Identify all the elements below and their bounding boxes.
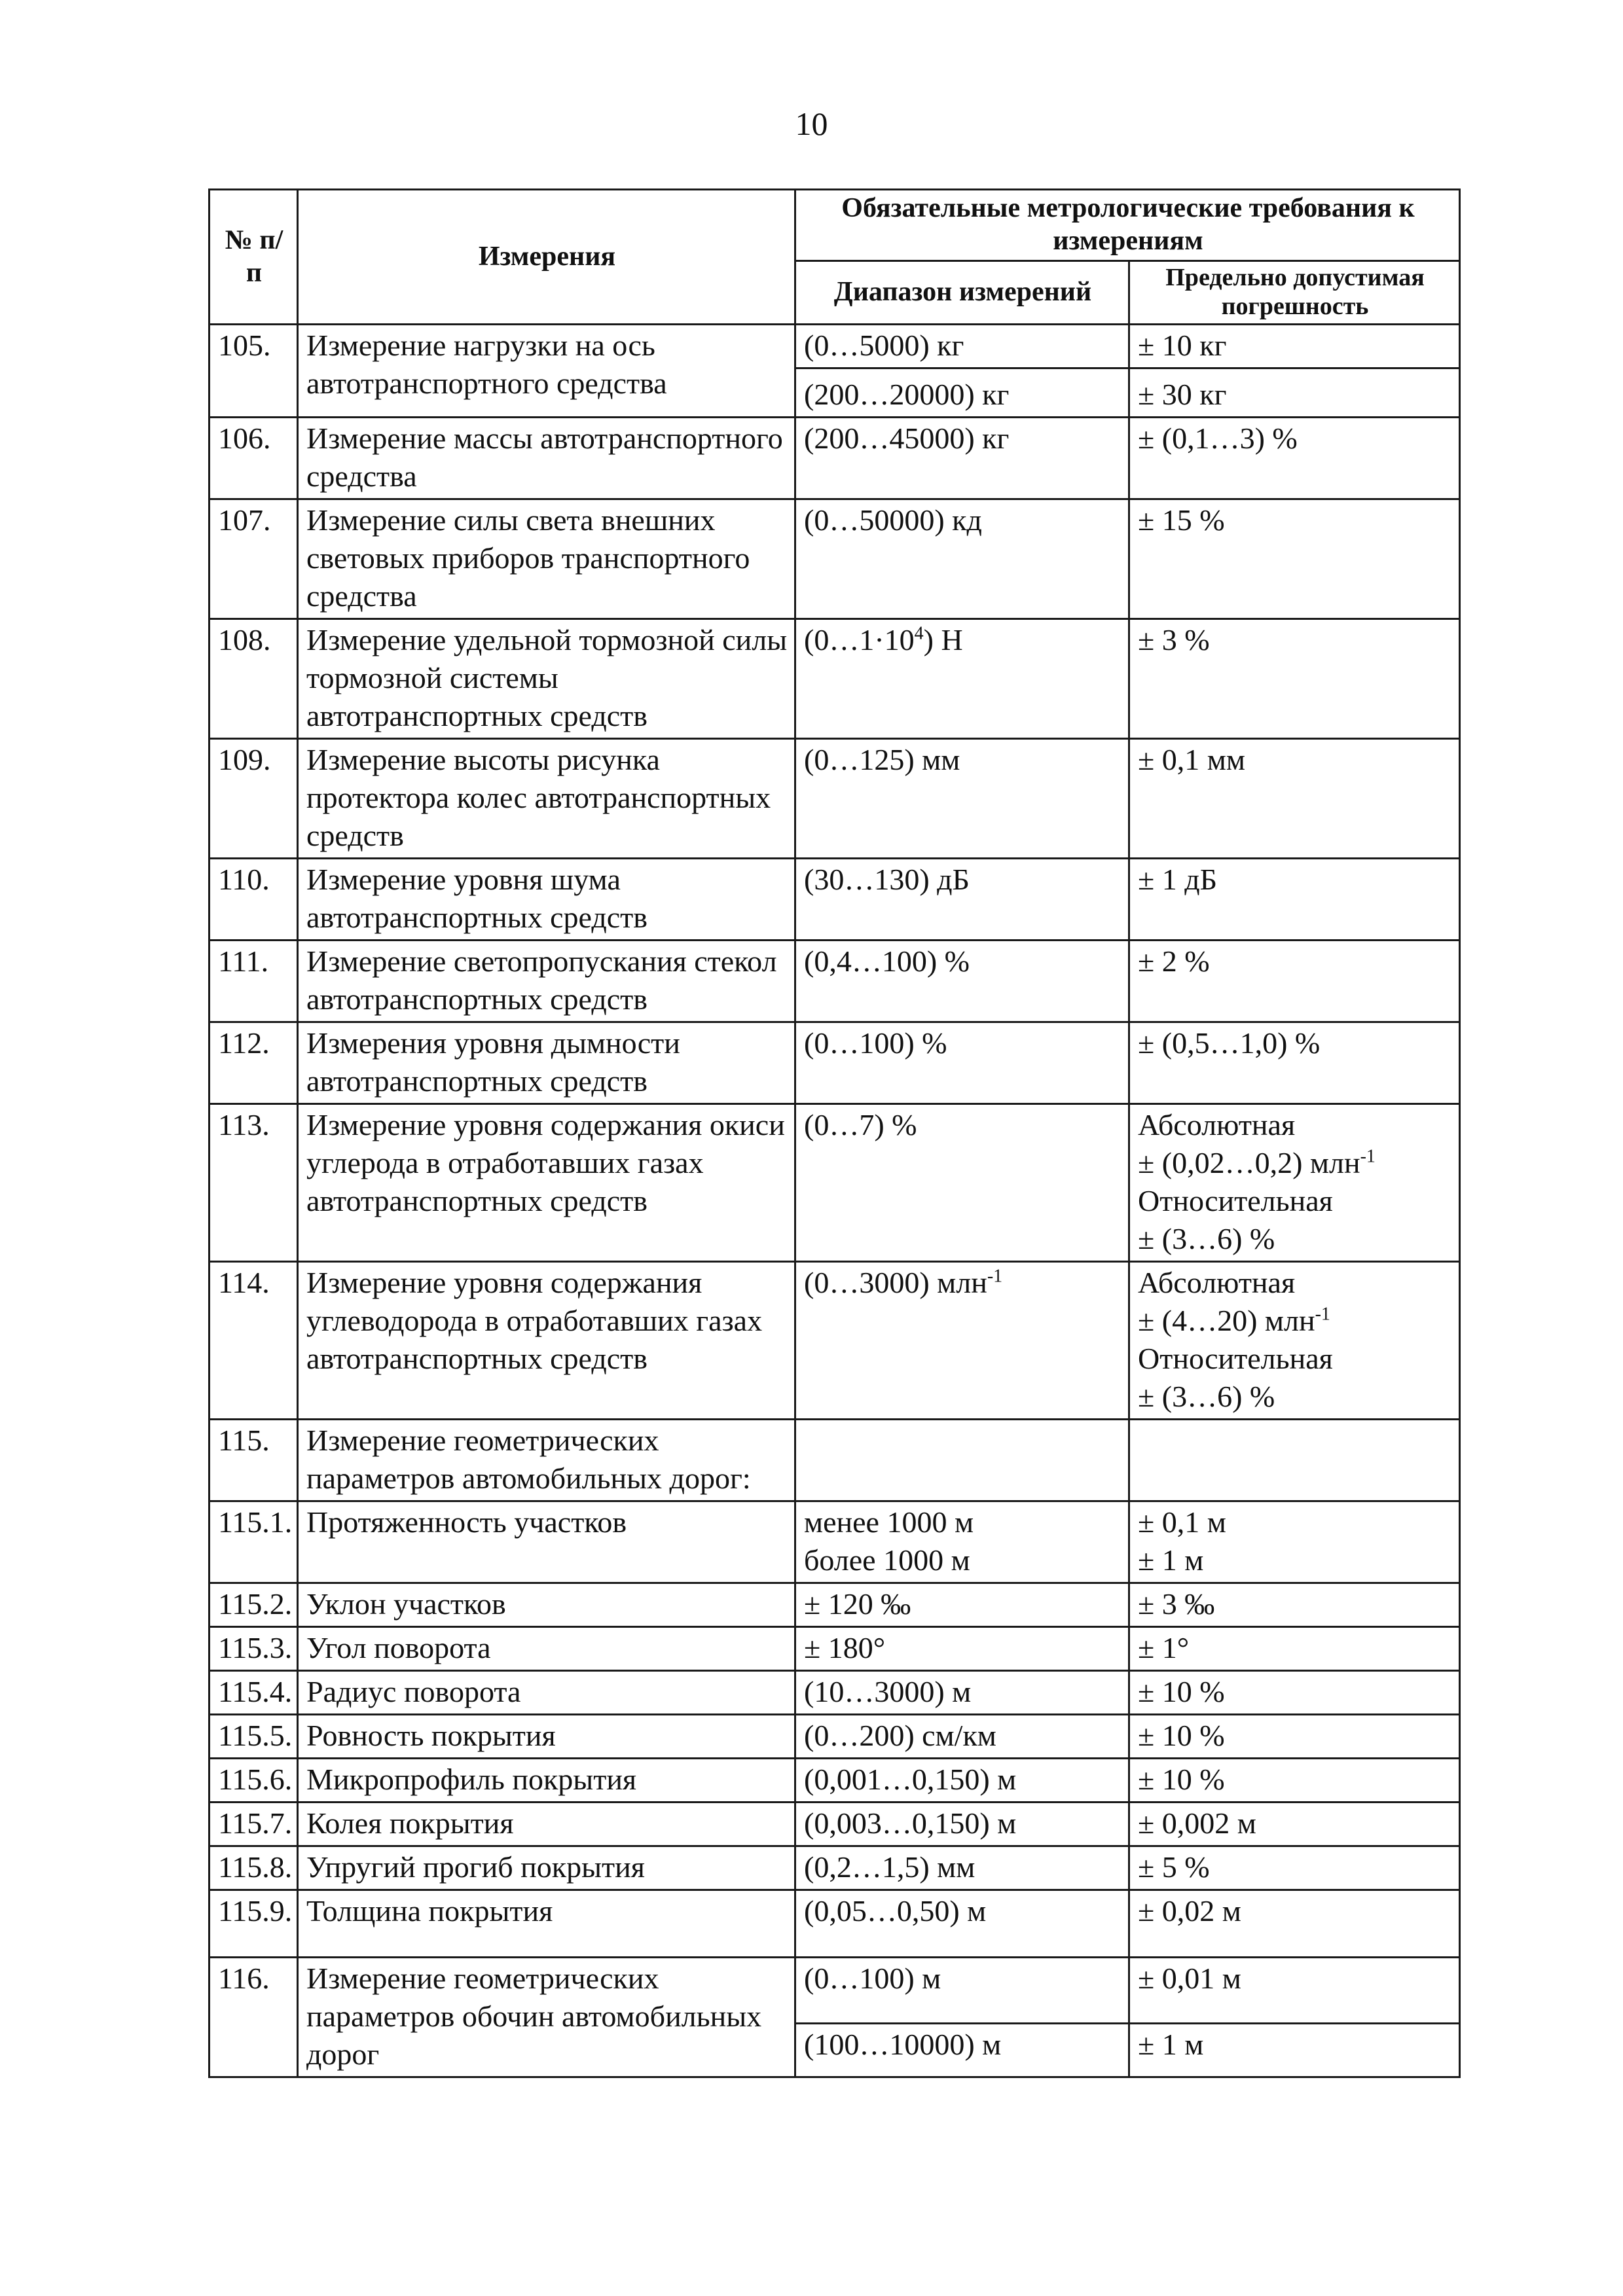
error-absolute-text: ± (0,02…0,2) млн xyxy=(1138,1146,1360,1179)
row-number: 115.7. xyxy=(210,1803,298,1846)
row-number: 112. xyxy=(210,1022,298,1104)
col-header-range: Диапазон измерений xyxy=(795,261,1129,325)
error-cell: ± 5 % xyxy=(1129,1846,1460,1890)
col-header-num: № п/п xyxy=(210,190,298,325)
table-row xyxy=(210,1262,1460,1420)
measurement-name: Толщина покрытия xyxy=(298,1890,795,1958)
row-number: 116. xyxy=(210,1958,298,2077)
measurement-name: Измерение геометрических параметров автомобильных дорог: xyxy=(298,1420,795,1501)
range-cell: (0…7) % xyxy=(795,1104,1129,1262)
measurement-name: Радиус поворота xyxy=(298,1671,795,1715)
table-row xyxy=(210,619,1460,739)
error-absolute-value xyxy=(1138,1302,1452,1340)
requirements-table xyxy=(208,188,1461,2078)
error-absolute-text: ± (4…20) млн xyxy=(1138,1304,1315,1337)
error-cell: ± 2 % xyxy=(1129,941,1460,1022)
error-cell: ± 3 ‰ xyxy=(1129,1583,1460,1627)
table-row xyxy=(210,325,1460,368)
table-row xyxy=(210,1022,1460,1104)
error-absolute-label: Абсолютная xyxy=(1138,1266,1296,1299)
col-header-measurements: Измерения xyxy=(298,190,795,325)
measurement-name: Измерение геометрических параметров обочин автомобильных дорог xyxy=(298,1958,795,2077)
measurement-name: Измерение светопропускания стекол автотранспортных средств xyxy=(298,941,795,1022)
error-absolute-label: Абсолютная xyxy=(1138,1108,1296,1141)
row-number: 111. xyxy=(210,941,298,1022)
row-number: 109. xyxy=(210,739,298,859)
range-cell: (100…10000) м xyxy=(795,2024,1129,2077)
range-unit: ) Н xyxy=(923,623,963,656)
error-cell: ± 30 кг xyxy=(1129,368,1460,418)
row-number: 115.5. xyxy=(210,1715,298,1759)
range-line: менее 1000 м xyxy=(804,1505,974,1539)
measurement-name: Измерение нагрузки на ось автотранспортного средства xyxy=(298,325,795,418)
range-cell: (0,05…0,50) м xyxy=(795,1890,1129,1958)
row-number: 115.1. xyxy=(210,1501,298,1583)
unit-exponent: -1 xyxy=(1315,1304,1330,1325)
error-cell: ± 10 % xyxy=(1129,1759,1460,1803)
table-row xyxy=(210,1846,1460,1890)
row-number: 114. xyxy=(210,1262,298,1420)
row-number: 115.6. xyxy=(210,1759,298,1803)
error-relative-value: ± (3…6) % xyxy=(1138,1380,1275,1413)
table-row xyxy=(210,1420,1460,1501)
table-row xyxy=(210,499,1460,619)
measurement-name: Измерение удельной тормозной силы тормозной системы автотранспортных средств xyxy=(298,619,795,739)
table-row xyxy=(210,859,1460,941)
unit-exponent: -1 xyxy=(1360,1146,1376,1167)
error-cell xyxy=(1129,1262,1460,1420)
error-cell: ± 1 дБ xyxy=(1129,859,1460,941)
table-row xyxy=(210,1958,1460,2024)
measurement-name: Измерение уровня содержания окиси углерода в отработавших газах автотранспортных средств xyxy=(298,1104,795,1262)
measurement-name: Протяженность участков xyxy=(298,1501,795,1583)
row-number: 115.9. xyxy=(210,1890,298,1958)
row-number: 105. xyxy=(210,325,298,418)
row-number: 113. xyxy=(210,1104,298,1262)
range-cell: (0,001…0,150) м xyxy=(795,1759,1129,1803)
measurement-name: Измерения уровня дымности автотранспортных средств xyxy=(298,1022,795,1104)
measurement-name: Уклон участков xyxy=(298,1583,795,1627)
measurement-name: Колея покрытия xyxy=(298,1803,795,1846)
error-cell: ± 10 % xyxy=(1129,1671,1460,1715)
table-row xyxy=(210,941,1460,1022)
table-row xyxy=(210,1583,1460,1627)
table-row xyxy=(210,1715,1460,1759)
range-text: (0…3000) млн xyxy=(804,1266,987,1299)
row-number: 115.2. xyxy=(210,1583,298,1627)
range-cell: (0…5000) кг xyxy=(795,325,1129,368)
range-cell xyxy=(795,1262,1129,1420)
error-absolute-value xyxy=(1138,1144,1452,1182)
row-number: 106. xyxy=(210,418,298,499)
range-cell: ± 120 ‰ xyxy=(795,1583,1129,1627)
range-cell: (200…45000) кг xyxy=(795,418,1129,499)
row-number: 110. xyxy=(210,859,298,941)
range-cell: (0,4…100) % xyxy=(795,941,1129,1022)
measurement-name: Угол поворота xyxy=(298,1627,795,1671)
measurement-name: Измерение уровня содержания углеводорода в отработавших газах автотранспортных средств xyxy=(298,1262,795,1420)
error-line: ± 1 м xyxy=(1138,1543,1204,1577)
table-row xyxy=(210,1803,1460,1846)
row-number: 115.4. xyxy=(210,1671,298,1715)
table-row xyxy=(210,1501,1460,1583)
measurement-name: Микропрофиль покрытия xyxy=(298,1759,795,1803)
range-cell xyxy=(795,1501,1129,1583)
error-cell: ± 1 м xyxy=(1129,2024,1460,2077)
range-text: (0…1·10 xyxy=(804,623,915,656)
page-number: 10 xyxy=(795,105,828,142)
error-cell: ± (0,1…3) % xyxy=(1129,418,1460,499)
range-cell: (10…3000) м xyxy=(795,1671,1129,1715)
range-cell: (0,2…1,5) мм xyxy=(795,1846,1129,1890)
col-header-requirements: Обязательные метрологические требования к измерениям xyxy=(795,190,1460,261)
table-header-row xyxy=(210,190,1460,261)
range-cell: (0…200) см/км xyxy=(795,1715,1129,1759)
range-cell: (30…130) дБ xyxy=(795,859,1129,941)
error-cell xyxy=(1129,1104,1460,1262)
error-cell: ± (0,5…1,0) % xyxy=(1129,1022,1460,1104)
range-cell xyxy=(795,619,1129,739)
col-header-error: Предельно допустимая погрешность xyxy=(1129,261,1460,325)
range-cell: ± 180° xyxy=(795,1627,1129,1671)
error-cell: ± 15 % xyxy=(1129,499,1460,619)
range-cell: (0…50000) кд xyxy=(795,499,1129,619)
range-exponent: 4 xyxy=(914,623,924,644)
error-cell xyxy=(1129,1420,1460,1501)
row-number: 115. xyxy=(210,1420,298,1501)
row-number: 115.8. xyxy=(210,1846,298,1890)
measurement-name: Измерение силы света внешних световых приборов транспортного средства xyxy=(298,499,795,619)
row-number: 108. xyxy=(210,619,298,739)
error-cell: ± 10 кг xyxy=(1129,325,1460,368)
measurement-name: Измерение уровня шума автотранспортных средств xyxy=(298,859,795,941)
measurement-name: Упругий прогиб покрытия xyxy=(298,1846,795,1890)
error-cell: ± 0,002 м xyxy=(1129,1803,1460,1846)
table-row xyxy=(210,1890,1460,1958)
error-cell: ± 0,02 м xyxy=(1129,1890,1460,1958)
table-row xyxy=(210,1627,1460,1671)
error-relative-label: Относительная xyxy=(1138,1184,1333,1217)
error-line: ± 0,1 м xyxy=(1138,1505,1226,1539)
row-number: 115.3. xyxy=(210,1627,298,1671)
range-cell: (0…100) % xyxy=(795,1022,1129,1104)
range-cell: (0…125) мм xyxy=(795,739,1129,859)
range-cell: (200…20000) кг xyxy=(795,368,1129,418)
row-number: 107. xyxy=(210,499,298,619)
range-cell: (0…100) м xyxy=(795,1958,1129,2024)
range-cell: (0,003…0,150) м xyxy=(795,1803,1129,1846)
range-line: более 1000 м xyxy=(804,1543,970,1577)
unit-exponent: -1 xyxy=(987,1266,1003,1287)
table-row xyxy=(210,418,1460,499)
error-cell xyxy=(1129,1501,1460,1583)
error-relative-value: ± (3…6) % xyxy=(1138,1222,1275,1255)
error-cell: ± 1° xyxy=(1129,1627,1460,1671)
error-cell: ± 0,1 мм xyxy=(1129,739,1460,859)
table-row xyxy=(210,739,1460,859)
table-row xyxy=(210,1104,1460,1262)
error-cell: ± 3 % xyxy=(1129,619,1460,739)
measurement-name: Измерение высоты рисунка протектора колес автотранспортных средств xyxy=(298,739,795,859)
range-cell xyxy=(795,1420,1129,1501)
measurement-name: Ровность покрытия xyxy=(298,1715,795,1759)
error-cell: ± 0,01 м xyxy=(1129,1958,1460,2024)
error-cell: ± 10 % xyxy=(1129,1715,1460,1759)
error-relative-label: Относительная xyxy=(1138,1342,1333,1375)
measurement-name: Измерение массы автотранспортного средства xyxy=(298,418,795,499)
table-row xyxy=(210,1671,1460,1715)
table-row xyxy=(210,1759,1460,1803)
